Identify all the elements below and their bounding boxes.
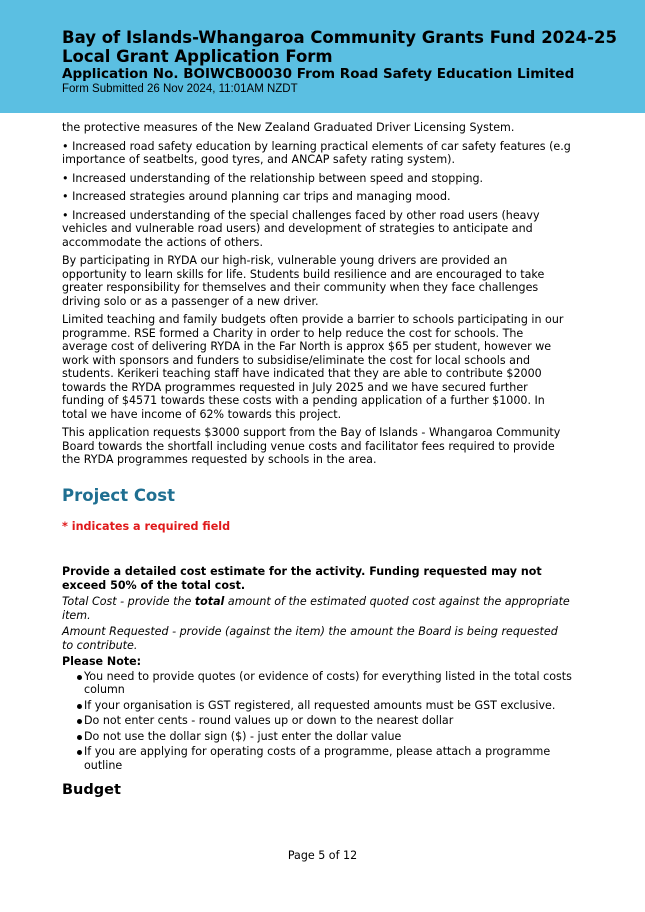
form-title-line1: Bay of Islands-Whangaroa Community Grants Fund 2024-25 <box>62 28 617 47</box>
total-cost-text-b: amount of the estimated quoted cost against the appropriate item. <box>62 595 570 622</box>
list-item: If you are applying for operating costs of a programme, please attach a programme outline <box>62 745 572 772</box>
list-item: Do not enter cents - round values up or down to the nearest dollar <box>62 714 572 728</box>
project-description-body <box>62 121 572 472</box>
bullet-icon <box>77 719 82 724</box>
application-number: Application No. BOIWCB00030 From Road Safety Education Limited <box>62 66 575 82</box>
bullet-icon <box>77 750 82 755</box>
bullet-icon <box>77 704 82 709</box>
note-list <box>62 670 572 773</box>
list-item: If your organisation is GST registered, all requested amounts must be GST exclusive. <box>62 699 572 713</box>
outcome-bullet-safety-features: • Increased road safety education by learning practical elements of car safety features (e.g importance of seatbelts, good tyres, and ANCAP safety rating system). <box>62 139 571 166</box>
required-field-note: * indicates a required field <box>62 520 231 533</box>
list-item: Do not use the dollar sign ($) - just enter the dollar value <box>62 730 572 744</box>
outcome-bullet-road-users: • Increased understanding of the special challenges faced by other road users (heavy vehicles and vulnerable road users) and development of strategies to anticipate and accommodate the actions of others. <box>62 208 540 249</box>
project-cost-heading: Project Cost <box>62 486 175 505</box>
total-cost-bold: total <box>194 595 225 608</box>
bullet-icon <box>77 675 82 680</box>
paragraph-funding: Limited teaching and family budgets often provide a barrier to schools participating in our programme. RSE formed a Charity in order to help reduce the cost for schools. The average cost of delivering RYDA in the Far North is approx $65 per student, however we work with sponsors and funders to subsidise/eliminate the cost for local schools and students. Kerikeri teaching staff have indicated that they are able to contribute $2000 towards the RYDA programmes requested in July 2025 and we have secured further funding of $4571 towards these costs with a pending application of a further $1000. In total we have income of 62% towards this project. <box>62 313 564 421</box>
cost-question: Provide a detailed cost estimate for the activity. Funding requested may not exceed 50% of the total cost. <box>62 565 542 592</box>
list-item: You need to provide quotes (or evidence of costs) for everything listed in the total costs column <box>62 670 572 697</box>
outcome-bullet-planning: • Increased strategies around planning car trips and managing mood. <box>62 190 451 203</box>
form-title <box>62 28 617 66</box>
paragraph-licensing: the protective measures of the New Zealand Graduated Driver Licensing System. <box>62 121 515 134</box>
total-cost-text-a: Total Cost - provide the <box>62 595 195 608</box>
bullet-icon <box>77 735 82 740</box>
form-title-line2: Local Grant Application Form <box>62 47 333 66</box>
cost-instructions <box>62 565 572 774</box>
total-cost-instruction <box>62 595 572 622</box>
please-note-label: Please Note: <box>62 655 142 668</box>
submitted-timestamp: Form Submitted 26 Nov 2024, 11:01AM NZDT <box>62 83 298 95</box>
outcome-bullet-speed: • Increased understanding of the relationship between speed and stopping. <box>62 171 484 185</box>
amount-requested-instruction: Amount Requested - provide (against the item) the amount the Board is being requested to contribute. <box>62 625 558 652</box>
budget-heading: Budget <box>62 782 121 798</box>
paragraph-ryda-benefits: By participating in RYDA our high-risk, vulnerable young drivers are provided an opportunity to learn skills for life. Students build resilience and are encouraged to take greater responsibility for themselves and their community when they face challenges driving solo or as a passenger of a new driver. <box>62 254 545 308</box>
page-number: Page 5 of 12 <box>287 849 358 862</box>
paragraph-request: This application requests $3000 support from the Bay of Islands - Whangaroa Community Board towards the shortfall including venue costs and facilitator fees required to provide the RYDA programmes requested by schools in the area. <box>62 426 561 466</box>
form-header <box>0 0 645 113</box>
